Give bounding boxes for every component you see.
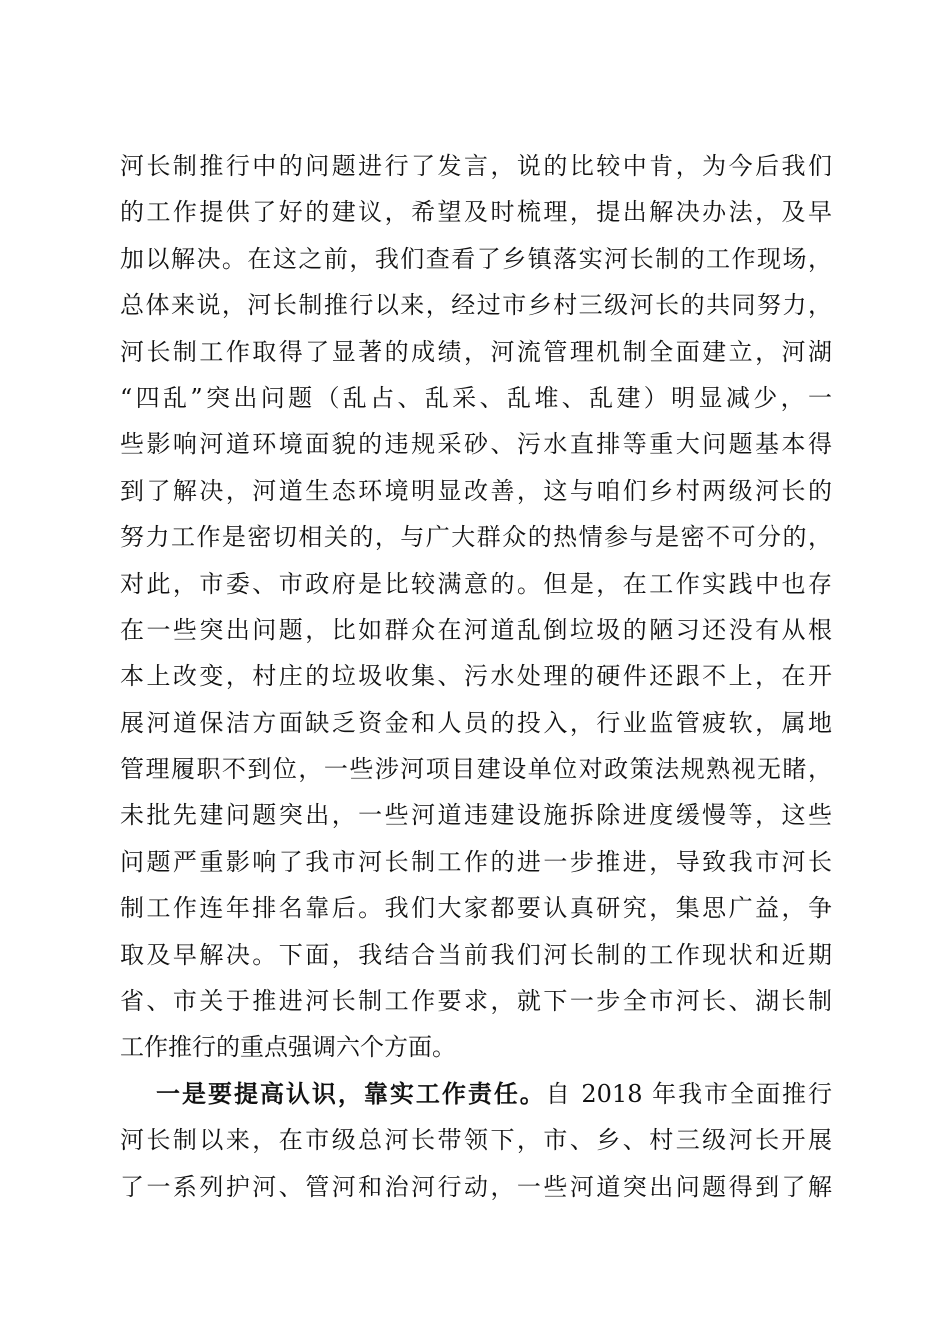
text-line: 展河道保洁方面缺乏资金和人员的投入，行业监管疲软，属地 bbox=[120, 708, 832, 737]
paragraph-text: 自 2018 年我市全面推行 bbox=[545, 1079, 832, 1108]
text-line: 本上改变，村庄的垃圾收集、污水处理的硬件还跟不上，在开 bbox=[120, 662, 832, 691]
paragraph-2 bbox=[120, 1071, 832, 1210]
text-line: 工作推行的重点强调六个方面。 bbox=[120, 1033, 456, 1062]
paragraph-1 bbox=[120, 143, 832, 1071]
text-line: 在一些突出问题，比如群众在河道乱倒垃圾的陋习还没有从根 bbox=[120, 615, 832, 644]
text-line: 河长制工作取得了显著的成绩，河流管理机制全面建立，河湖 bbox=[120, 337, 832, 366]
text-line: 管理履职不到位，一些涉河项目建设单位对政策法规熟视无睹， bbox=[120, 755, 832, 784]
text-line: 对此，市委、市政府是比较满意的。但是，在工作实践中也存 bbox=[120, 569, 832, 598]
text-line: 些影响河道环境面貌的违规采砂、污水直排等重大问题基本得 bbox=[120, 430, 832, 459]
text-line: 努力工作是密切相关的，与广大群众的热情参与是密不可分的， bbox=[120, 523, 832, 552]
text-line: 问题严重影响了我市河长制工作的进一步推进，导致我市河长 bbox=[120, 847, 832, 876]
text-line: 了一系列护河、管河和治河行动，一些河道突出问题得到了解 bbox=[120, 1172, 832, 1201]
text-line: 的工作提供了好的建议，希望及时梳理，提出解决办法，及早 bbox=[120, 198, 832, 227]
paragraph-heading: 一是要提高认识，靠实工作责任。 bbox=[156, 1078, 546, 1108]
text-line: 未批先建问题突出，一些河道违建设施拆除进度缓慢等，这些 bbox=[120, 801, 832, 830]
text-line: 河长制以来，在市级总河长带领下，市、乡、村三级河长开展 bbox=[120, 1126, 832, 1155]
text-line: “四乱”突出问题（乱占、乱采、乱堆、乱建）明显减少，一 bbox=[120, 383, 832, 412]
body-text bbox=[120, 143, 832, 1210]
text-line: 总体来说，河长制推行以来，经过市乡村三级河长的共同努力， bbox=[120, 291, 832, 320]
text-line: 制工作连年排名靠后。我们大家都要认真研究，集思广益，争 bbox=[120, 894, 832, 923]
text-line: 河长制推行中的问题进行了发言，说的比较中肯，为今后我们 bbox=[120, 152, 832, 180]
text-line: 省、市关于推进河长制工作要求，就下一步全市河长、湖长制 bbox=[120, 987, 832, 1016]
text-line: 到了解决，河道生态环境明显改善，这与咱们乡村两级河长的 bbox=[120, 476, 832, 505]
text-line: 取及早解决。下面，我结合当前我们河长制的工作现状和近期 bbox=[120, 940, 832, 969]
text-line bbox=[120, 1071, 832, 1117]
text-line: 加以解决。在这之前，我们查看了乡镇落实河长制的工作现场， bbox=[120, 244, 832, 273]
